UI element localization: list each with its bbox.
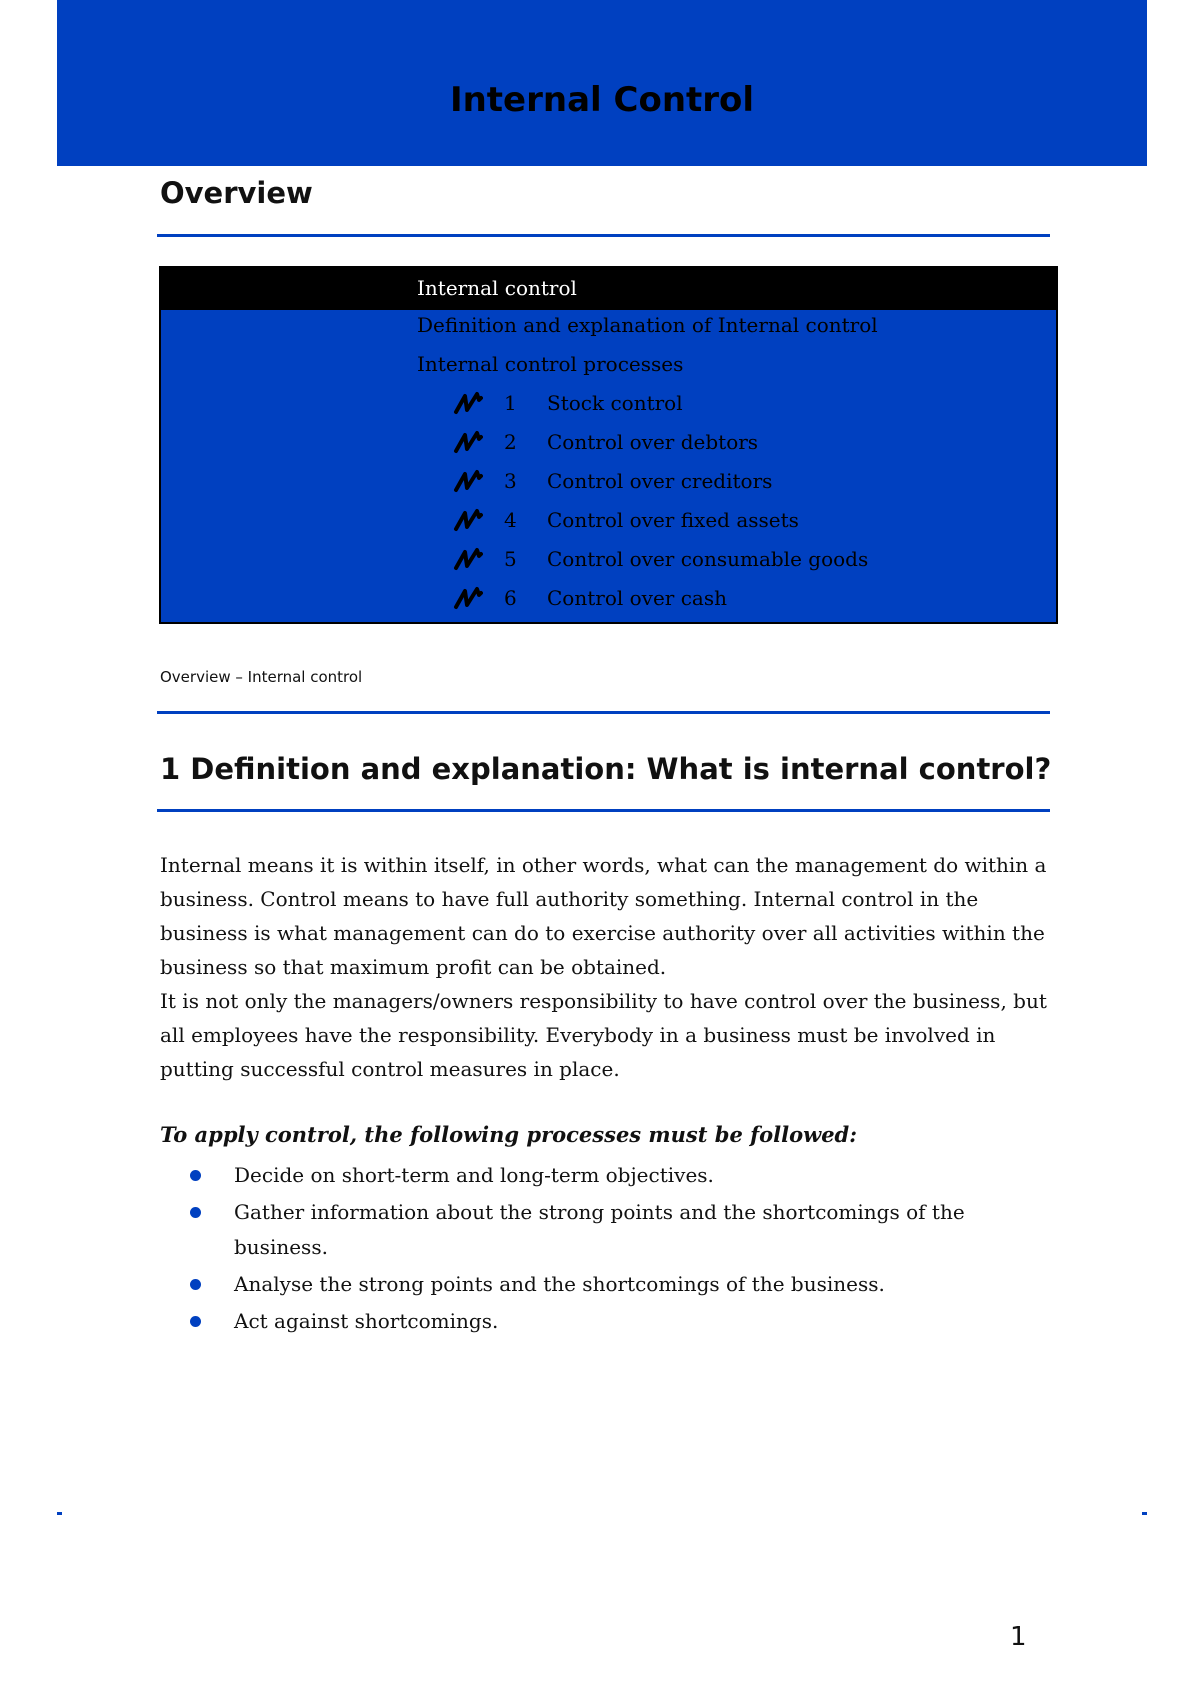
body-text bbox=[160, 848, 1050, 1086]
overview-item bbox=[161, 426, 1060, 465]
overview-item bbox=[161, 582, 1060, 621]
overview-item bbox=[161, 465, 1060, 504]
overview-table-header-label: Internal control bbox=[417, 276, 577, 300]
item-number: 1 bbox=[504, 391, 517, 415]
overview-item bbox=[161, 543, 1060, 582]
list-item bbox=[190, 1158, 990, 1193]
divider bbox=[157, 711, 1050, 714]
bullet-icon bbox=[190, 1279, 201, 1290]
item-number: 3 bbox=[504, 469, 517, 493]
section-heading: 1 Definition and explanation: What is internal control? bbox=[160, 752, 1052, 786]
pen-mark-icon bbox=[453, 585, 483, 611]
page-number: 1 bbox=[1010, 1622, 1027, 1652]
item-number: 4 bbox=[504, 508, 517, 532]
overview-table-header bbox=[161, 268, 1056, 310]
bullet-icon bbox=[190, 1316, 201, 1327]
item-label: Control over debtors bbox=[547, 430, 759, 454]
title-banner bbox=[57, 0, 1147, 166]
pen-mark-icon bbox=[453, 507, 483, 533]
paragraph: It is not only the managers/owners responsibility to have control over the business, but all employees have the responsibility. Everybody in a business must be involved in putting successful control measures in place. bbox=[160, 989, 1047, 1081]
document-title: Internal Control bbox=[449, 80, 755, 120]
divider bbox=[157, 234, 1050, 237]
pen-mark-icon bbox=[453, 546, 483, 572]
overview-item bbox=[161, 387, 1060, 426]
overview-heading: Overview bbox=[160, 176, 313, 210]
list-item bbox=[190, 1304, 990, 1339]
paragraph: Internal means it is within itself, in other words, what can the management do within a business. Control means to have full authority something. Internal control in the business is what management can do to exercise authority over all activities within the business so that maximum profit can be obtained. bbox=[160, 853, 1047, 979]
divider bbox=[157, 809, 1050, 812]
margin-mark bbox=[57, 1512, 62, 1515]
list-item-text: Analyse the strong points and the shortcomings of the business. bbox=[234, 1272, 885, 1296]
overview-caption: Overview – Internal control bbox=[160, 668, 363, 686]
pen-mark-icon bbox=[453, 390, 483, 416]
item-label: Control over cash bbox=[547, 586, 727, 610]
overview-item bbox=[161, 504, 1060, 543]
list-item bbox=[190, 1267, 990, 1302]
item-label: Control over consumable goods bbox=[547, 547, 869, 571]
process-intro: To apply control, the following processes must be followed: bbox=[160, 1122, 857, 1147]
process-list bbox=[190, 1158, 990, 1341]
pen-mark-icon bbox=[453, 429, 483, 455]
bullet-icon bbox=[190, 1207, 201, 1218]
overview-row: Definition and explanation of Internal control bbox=[417, 313, 878, 337]
overview-table bbox=[159, 266, 1058, 624]
list-item-text: Act against shortcomings. bbox=[234, 1309, 499, 1333]
item-number: 5 bbox=[504, 547, 517, 571]
overview-row: Internal control processes bbox=[417, 352, 684, 376]
item-label: Stock control bbox=[547, 391, 683, 415]
margin-mark bbox=[1142, 1512, 1147, 1515]
list-item bbox=[190, 1195, 990, 1265]
bullet-icon bbox=[190, 1170, 201, 1181]
item-label: Control over fixed assets bbox=[547, 508, 799, 532]
item-number: 2 bbox=[504, 430, 517, 454]
item-number: 6 bbox=[504, 586, 517, 610]
list-item-text: Decide on short-term and long-term objectives. bbox=[234, 1163, 714, 1187]
item-label: Control over creditors bbox=[547, 469, 773, 493]
pen-mark-icon bbox=[453, 468, 483, 494]
list-item-text: Gather information about the strong points and the shortcomings of the business. bbox=[234, 1200, 965, 1259]
